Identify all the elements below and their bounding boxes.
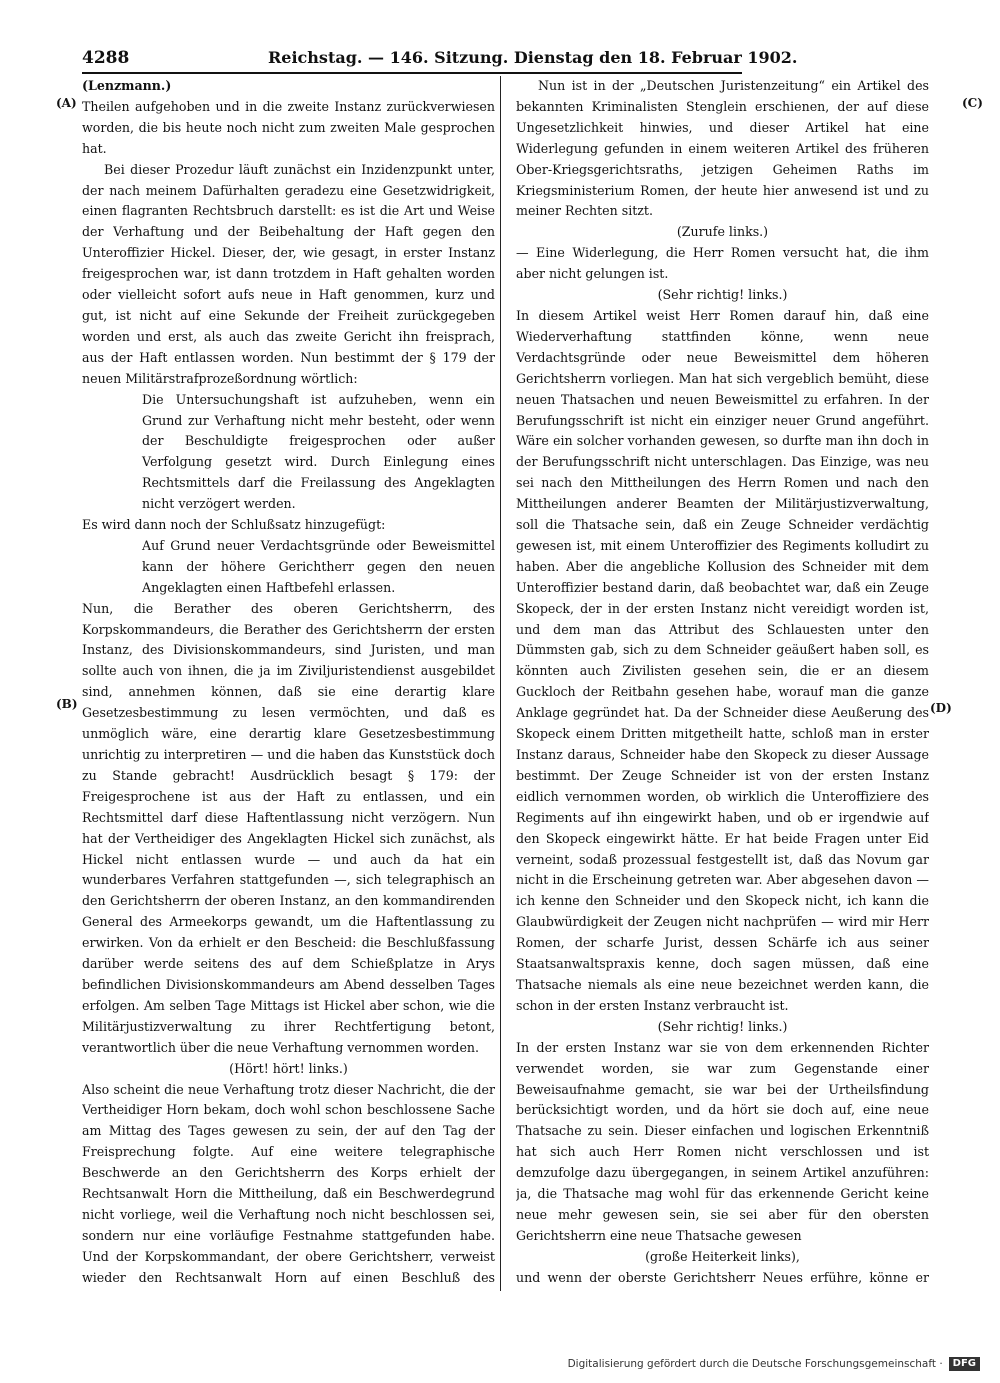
paragraph: Nun, die Berather des oberen Gerichtsherrn, des Korpskommandeurs, die Berather des Gerichtsherrn der ersten Instanz, des Divisionskommandeurs, sind Juristen, und man sollte auch von ihnen, die ja im Ziviljuristendienst ausgebildet sind, annehmen können, daß sie eine derartig klare Gesetzesbestimmung zu lesen vermöchten, und daß es unmöglich wäre, eine derartig klare Gesetzesbestimmung unrichtig zu interpretiren — und die haben das Kunststück doch zu Stande gebracht! Ausdrücklich besagt § 179: der Freigesprochene ist aus der Haft zu entlassen, und ein Rechtsmittel darf diese Haftentlassung nicht verzögern. Nun hat der Vertheidiger des Angeklagten Hickel sich zunächst, als Hickel nicht entlassen wurde — und auch da hat ein wunderbares Verfahren stattgefunden —, sich telegraphisch an den Gerichtsherrn der oberen Instanz, an den kommandirenden General des Armeekorps gewandt, um die Haftentlassung zu erwirken. Von da erhielt er den Bescheid: die Beschlußfassung darüber werde seitens des auf dem Schießplatze in Arys befindlichen Divisionskommandeurs am Abend desselben Tages erfolgen. Am selben Tage Mittags ist Hickel aber schon, wie die Militärjustizverwaltung zu ihrer Rechtfertigung betont, verantwortlich über die neue Verhaftung vernommen worden. [82, 600, 495, 1055]
paragraph: und wenn der oberste Gerichtsherr Neues erführe, könne er [516, 1269, 929, 1285]
left-column [82, 76, 495, 1291]
interjection: (große Heiterkeit links), [645, 1248, 800, 1264]
footer-credit [560, 1357, 980, 1375]
interjection: (Sehr richtig! links.) [657, 287, 788, 303]
paragraph: Also scheint die neue Verhaftung trotz dieser Nachricht, die der Vertheidiger Horn bekam, doch wohl schon beschlossene Sache am Mittag des Tages gewesen zu sein, der auf den Tag der Freisprechung folgte. Auf eine weitere telegraphische Beschwerde an den Gerichtsherrn des Korps erhielt der Rechtsanwalt Horn die Mittheilung, daß ein Beschwerdegrund nicht vorliege, weil die Verhaftung noch nicht beschlossen sei, sondern nur eine vorläufige Festnahme stattgefunden habe. Und der Korpskommandant, der obere Gerichtsherr, verweist wieder den Rechtsanwalt Horn auf einen Beschluß des [82, 1081, 495, 1285]
margin-marker-c: (C) [962, 96, 983, 110]
paragraph: In diesem Artikel weist Herr Romen darauf hin, daß eine Wiederverhaftung stattfinden könne, wenn neue Verdachtsgründe oder neue Beweismittel dem höheren Gerichtsherrn vorliegen. Man hat sich vergeblich bemüht, diese neuen Thatsachen und neuen Beweismittel zu erfahren. In der Berufungsschrift ist nicht ein einziger neuer Grund angeführt. Wäre ein solcher vorhanden gewesen, so durfte man ihn doch in der Berufungsschrift nicht unterschlagen. Das Einzige, was neu sei nach den Mittheilungen des Herrn Romen und nach den Mittheilungen anderer Beamten der Militärjustizverwaltung, soll die Thatsache sein, daß ein Zeuge Schneider verdächtig gewesen ist, mit einem Unteroffizier des Regiments kolludirt zu haben. Aber die angebliche Kollusion des Schneider mit dem Unteroffizier bestand darin, daß beobachtet war, daß ein Zeuge Skopeck, der in der ersten Instanz nicht vereidigt worden ist, und dem man das Attribut des Schlauesten unter den Dümmsten gab, sich zu dem Schneider geäußert haben soll, es könnten auch Zivilisten gesehen sein, die er an diesem Guckloch der Reitbahn gesehen habe, worauf man die ganze Anklage gegründet hat. Da der Schneider diese Aeußerung des Skopeck einem Dritten mitgetheilt hatte, schloß man in erster Instanz daraus, Schneider habe den Skopeck zu dieser Aussage bestimmt. Der Zeuge Schneider ist von der ersten Instanz eidlich vernommen worden, ob wirklich die Unteroffiziere des Regiments auf ihn eingewirkt haben, und ob er irgendwie auf den Skopeck eingewirkt hätte. Er hat beide Fragen unter Eid verneint, sodaß prozessual festgestellt ist, daß das Novum gar nicht in die Erscheinung getreten war. Aber abgesehen davon — ich kenne den Schneider und den Skopeck nicht, ich kann die Glaubwürdigkeit der Zeugen nicht nachprüfen — wird mir Herr Romen, der scharfe Jurist, dessen Schärfe ich aus seiner Staatsanwaltspraxis kenne, doch sagen müssen, daß eine Thatsache niemals als eine neue bezeichnet werden kann, die schon in der ersten Instanz verbraucht ist. [516, 307, 929, 1013]
interjection: (Hört! hört! links.) [229, 1060, 348, 1076]
footer-text: Digitalisierung gefördert durch die Deutsche Forschungsgemeinschaft · [567, 1358, 943, 1370]
paragraph: Es wird dann noch der Schlußsatz hinzugefügt: [82, 517, 386, 533]
margin-marker-d: (D) [930, 701, 952, 715]
column-divider [500, 76, 501, 1291]
paragraph: — Eine Widerlegung, die Herr Romen versucht hat, die ihm aber nicht gelungen ist. [516, 245, 929, 282]
paragraph: Theilen aufgehoben und in die zweite Instanz zurückverwiesen worden, die bis heute noch nicht zum zweiten Male gesprochen hat. [82, 98, 495, 156]
margin-marker-a: (A) [56, 96, 77, 110]
dfg-logo: DFG [949, 1357, 980, 1371]
paragraph: Bei dieser Prozedur läuft zunächst ein Inzidenzpunkt unter, der nach meinem Dafürhalten geradezu eine Gesetzwidrigkeit, einen flagranten Rechtsbruch darstellt: es ist die Art und Weise der Verhaftung und der Beibehaltung der Haft gegen den Unteroffizier Hickel. Dieser, der, wie gesagt, in erster Instanz freigesprochen war, ist dann trotzdem in Haft gehalten worden oder vielleicht sofort aufs neue in Haft genommen, kurz und gut, ist nicht auf eine Sekunde der Freiheit zurückgegeben worden und erst, als auch das zweite Gericht ihn freisprach, aus der Haft entlassen worden. Nun bestimmt der § 179 der neuen Militärstrafprozeßordnung wörtlich: [82, 161, 495, 386]
running-title: Reichstag. — 146. Sitzung. Dienstag den 18. Februar 1902. [268, 48, 798, 67]
page-header [82, 44, 798, 74]
right-column [516, 76, 929, 1291]
quoted-passage: Die Untersuchungshaft ist aufzuheben, wenn ein Grund zur Verhaftung nicht mehr besteht, oder wenn der Beschuldigte freigesprochen oder außer Verfolgung gesetzt wird. Durch Einlegung eines Rechtsmittels darf die Freilassung des Angeklagten nicht verzögert werden. [142, 391, 495, 512]
speaker-name: (Lenzmann.) [82, 78, 172, 93]
paragraph: Nun ist in der „Deutschen Juristenzeitung“ ein Artikel des bekannten Kriminalisten Stenglein erschienen, der auf diese Ungesetzlichkeit hinwies, und dieser Artikel hat eine Widerlegung gefunden in einem weiteren Artikel des früheren Ober-Kriegsgerichtsraths, jetzigen Geheimen Raths im Kriegsministerium Romen, der heute hier anwesend ist und zu meiner Rechten sitzt. [516, 78, 929, 219]
quoted-passage: Auf Grund neuer Verdachtsgründe oder Beweismittel kann der höhere Gerichtherr gegen den neuen Angeklagten einen Haftbefehl erlassen. [142, 537, 495, 595]
interjection: (Zurufe links.) [676, 224, 769, 240]
margin-marker-b: (B) [56, 697, 78, 711]
paragraph: In der ersten Instanz war sie von dem erkennenden Richter verwendet worden, sie war zum Gegenstande einer Beweisaufnahme gemacht, sie war bei der Urtheilsfindung berücksichtigt worden, und da hört sie doch auf, eine neue Thatsache zu sein. Dieser einfachen und logischen Erkenntniß hat sich auch Herr Romen nicht verschlossen und ist demzufolge dazu übergegangen, in seinem Artikel anzuführen: ja, die Thatsache mag wohl für das erkennende Gericht keine neue mehr gewesen sein, sie sei aber für den obersten Gerichtsherrn eine neue Thatsache gewesen [516, 1039, 929, 1243]
page-number: 4288 [82, 48, 130, 68]
interjection: (Sehr richtig! links.) [657, 1018, 788, 1034]
